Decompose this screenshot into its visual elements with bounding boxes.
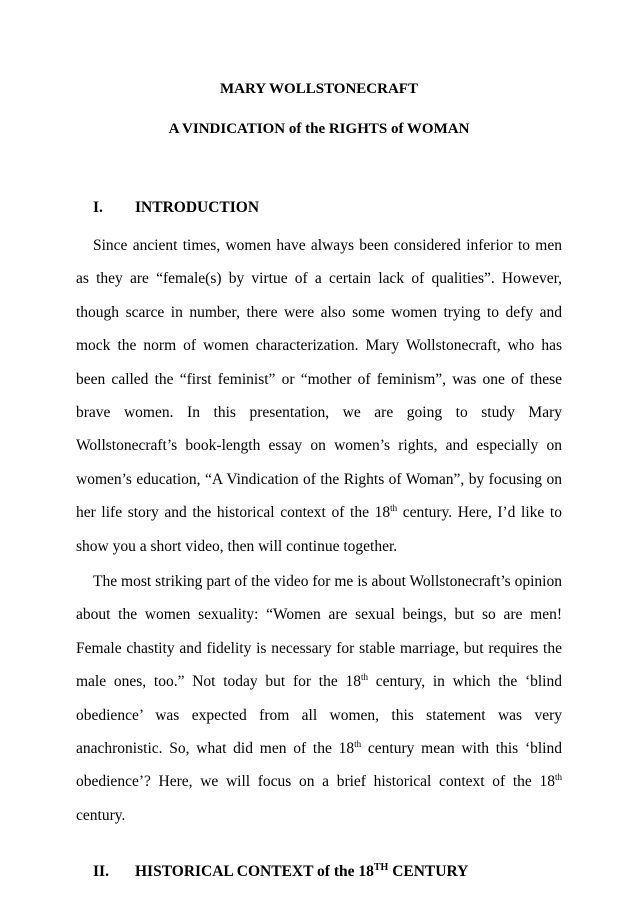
paragraph-introduction-1 — [76, 229, 562, 563]
ordinal-superscript: th — [390, 503, 398, 514]
section-heading-text: INTRODUCTION — [135, 199, 260, 216]
section-number: I. — [93, 199, 103, 216]
ordinal-superscript: th — [554, 772, 562, 783]
ordinal-superscript: TH — [373, 861, 389, 873]
paragraph-text: century mean with this ‘blind obedience’? Here, we will focus on a brief historical context of the 18 — [76, 740, 562, 791]
paragraph-text: Since ancient times, women have always been considered inferior to men as they are “female(s) by virtue of a certain lack of qualities”. However, though scarce in number, there were also some women trying to defy and mock the norm of women characterization. Mary Wollstonecraft, who has been called the “first feminist” or “mother of feminism”, was one of these brave women. In this presentation, we are going to study Mary Wollstonecraft’s book-length essay on women’s rights, and especially on women’s education, “A Vindication of the Rights of Woman”, by focusing on her life story and the historical context of the 18 — [76, 237, 562, 522]
paragraph-text: century. Here, I’d like to show you a short video, then will continue together. — [76, 504, 562, 555]
section-heading-text: CENTURY — [388, 863, 469, 880]
paragraph-text: century, in which the ‘blind obedience’ was expected from all women, this statement was very anachronistic. So, what did men of the 18 — [76, 673, 562, 758]
document-author: MARY WOLLSTONECRAFT — [220, 81, 418, 97]
section-heading-introduction — [93, 199, 259, 217]
document-title: A VINDICATION of the RIGHTS of WOMAN — [168, 121, 470, 137]
paragraph-introduction-2 — [76, 565, 562, 832]
ordinal-superscript: th — [360, 672, 368, 683]
section-heading-historical-context — [93, 863, 468, 881]
section-heading-text: HISTORICAL CONTEXT of the 18 — [135, 863, 374, 880]
ordinal-superscript: th — [354, 738, 362, 749]
paragraph-text: The most striking part of the video for me is about Wollstonecraft’s opinion about the women sexuality: “Women are sexual beings, but so are men! Female chastity and fidelity is necessary for stable marriage, but requires the male ones, too.” Not today but for the 18 — [76, 573, 562, 691]
section-number: II. — [93, 863, 109, 880]
paragraph-text: century. — [76, 806, 126, 824]
